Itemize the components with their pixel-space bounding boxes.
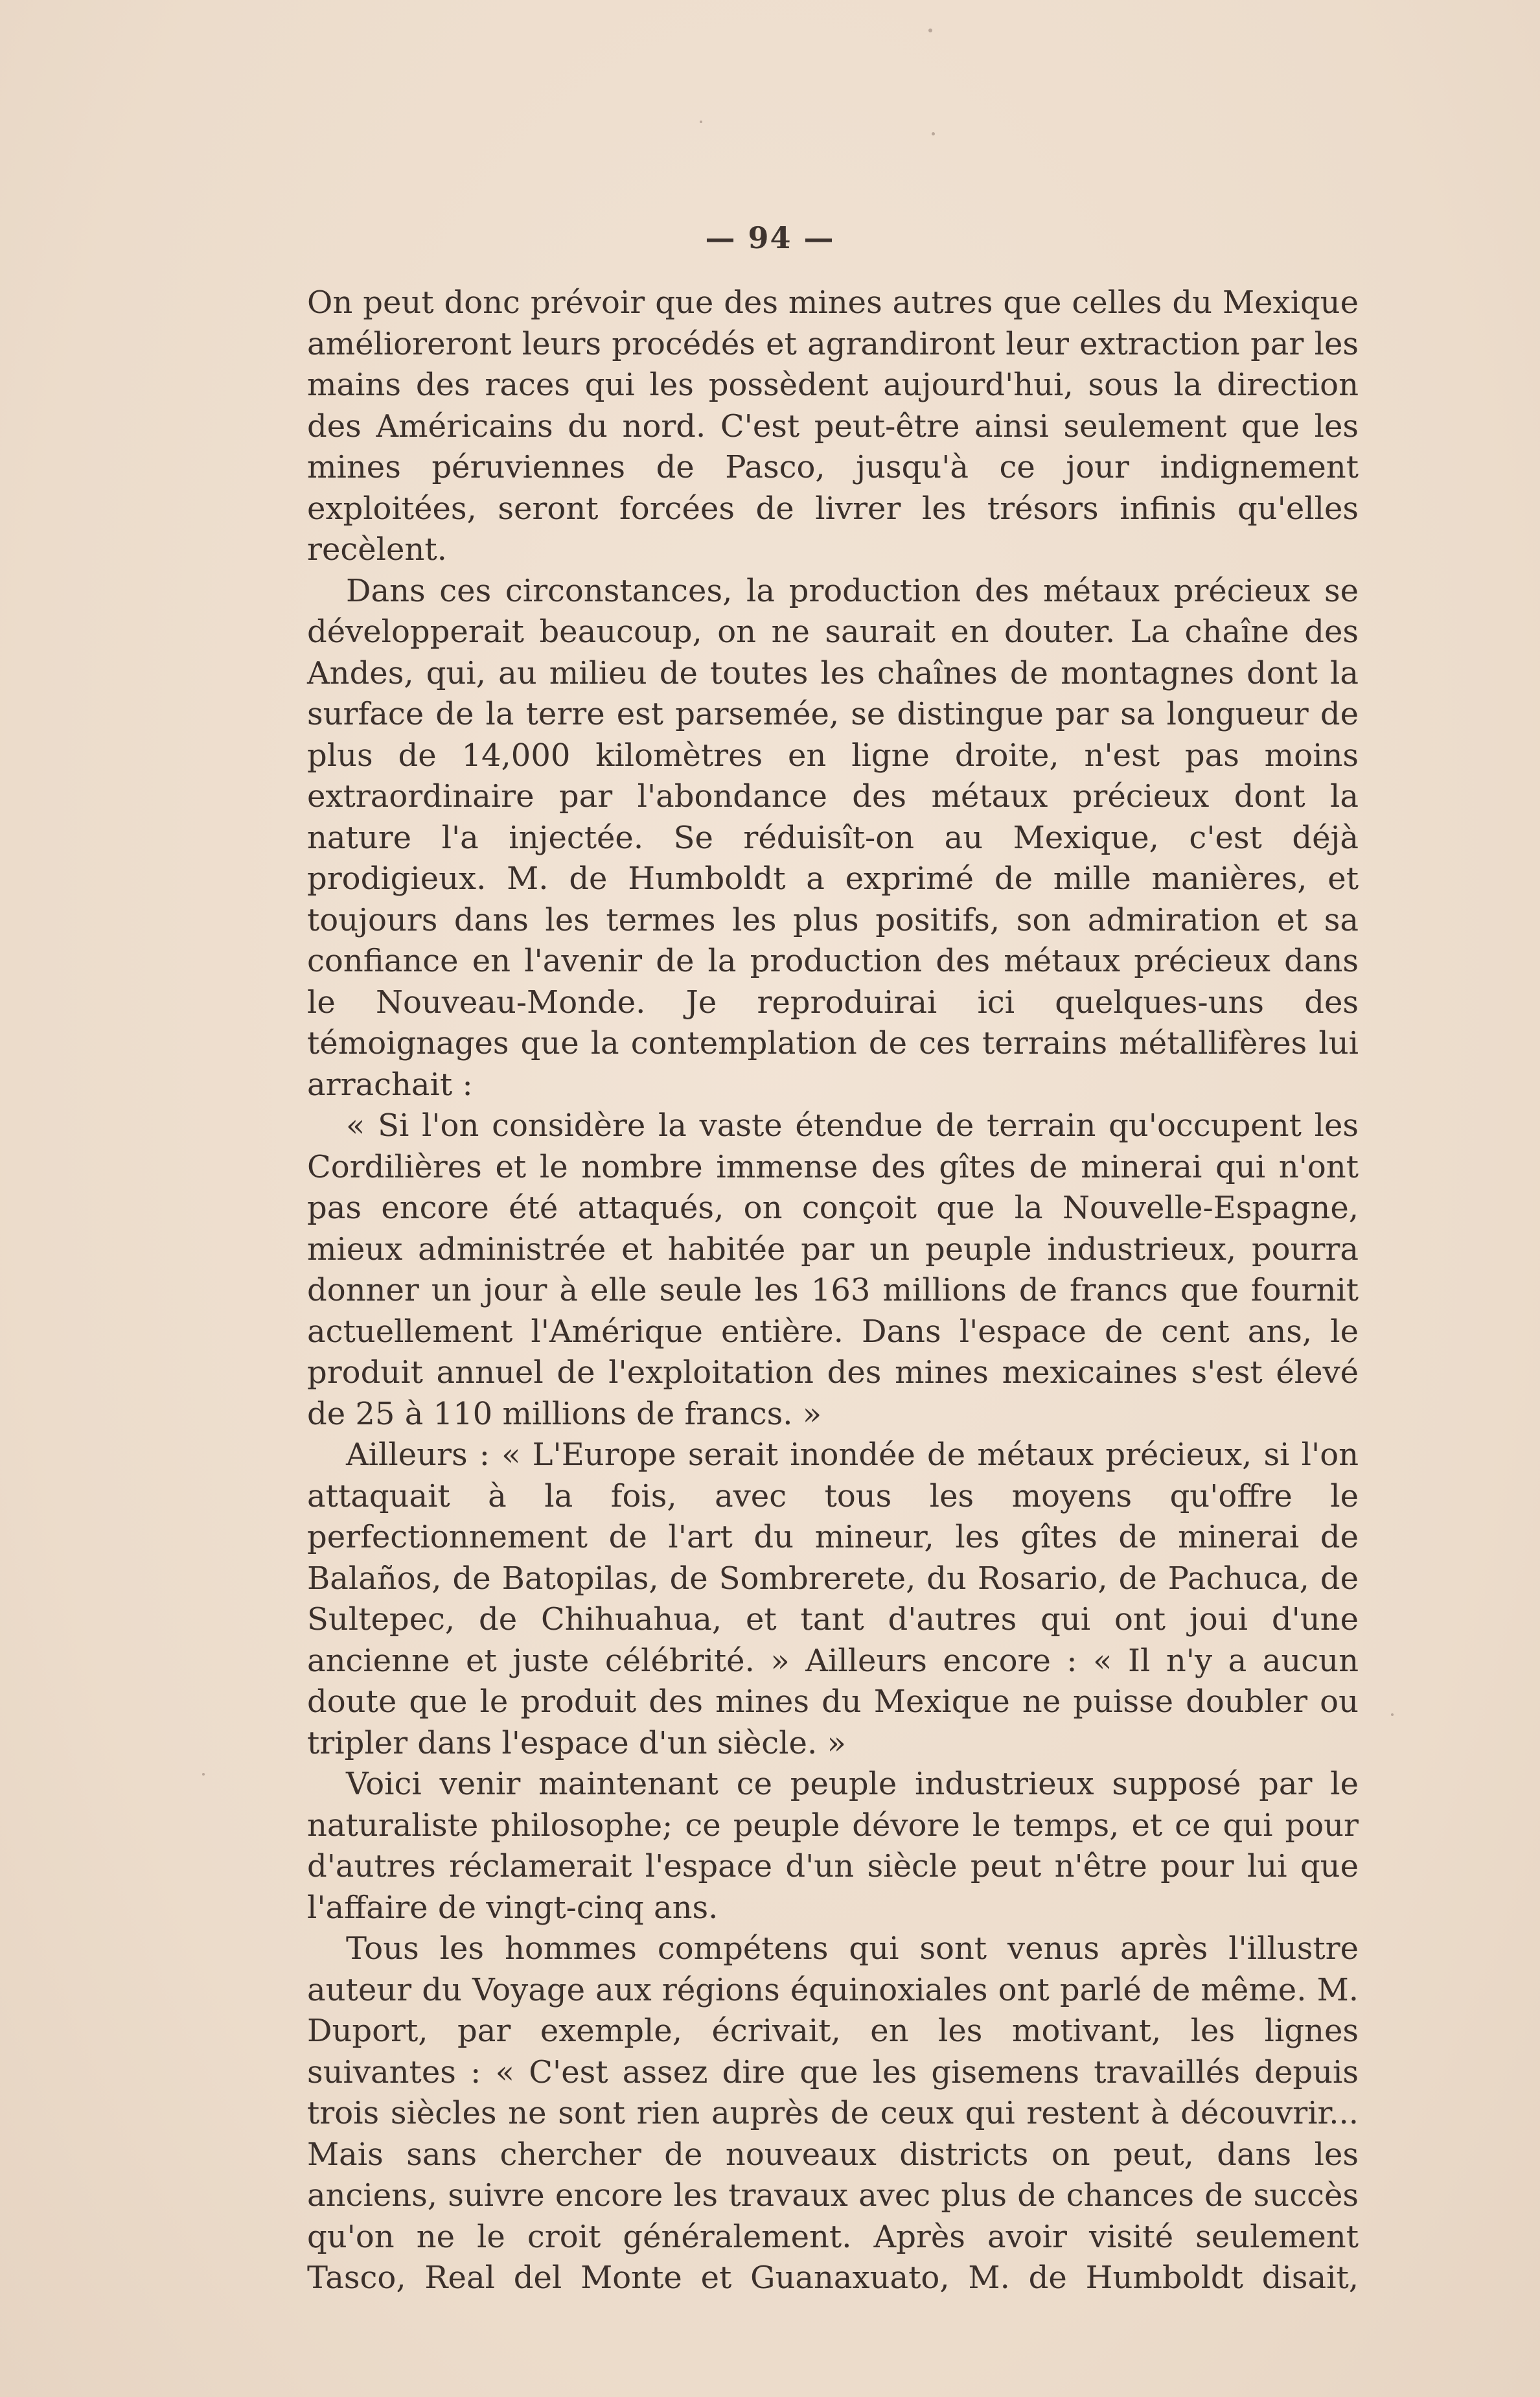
paragraph: Tous les hommes compétens qui sont venus après l'illustre auteur du Voyage aux régions équinoxiales ont parlé de même. M. Duport, par exemple, écrivait, en les motivant, les lignes suivantes : « C'est assez dire que les gisemens travaillés depuis trois siècles ne sont rien auprès de ceux qui restent à découvrir... Mais sans chercher de nouveaux districts on peut, dans les anciens, suivre encore les travaux avec plus de chances de succès qu'on ne le croit généralement. Après avoir visité seulement Tasco, Real del Monte et Guanaxuato, M. de Humboldt disait, bbox=[307, 1930, 1359, 2296]
paragraph: Ailleurs : « L'Europe serait inondée de métaux précieux, si l'on attaquait à la fois, avec tous les moyens qu'offre le perfectionnement de l'art du mineur, les gîtes de minerai de Balaños, de Batopilas, de Sombrerete, du Rosario, de Pachuca, de Sultepec, de Chihuahua, et tant d'autres qui ont joui d'une ancienne et juste célébrité. » Ailleurs encore : « Il n'y a aucun doute que le produit des mines du Mexique ne puisse doubler ou tripler dans l'espace d'un siècle. » bbox=[307, 1437, 1359, 1761]
body-text bbox=[307, 283, 1359, 2299]
paper-speck bbox=[932, 132, 935, 135]
paragraph: Dans ces circonstances, la production des métaux précieux se développerait beaucoup, on ne saurait en douter. La chaîne des Andes, qui, au milieu de toutes les chaînes de montagnes dont la surface de la terre est parsemée, se distingue par sa longueur de plus de 14,000 kilomètres en ligne droite, n'est pas moins extraordinaire par l'abondance des métaux précieux dont la nature l'a injectée. Se réduisît-on au Mexique, c'est déjà prodigieux. M. de Humboldt a exprimé de mille manières, et toujours dans les termes les plus positifs, son admiration et sa confiance en l'avenir de la production des métaux précieux dans le Nouveau-Monde. Je reproduirai ici quelques-uns des témoignages que la contemplation de ces terrains métallifères lui arrachait : bbox=[307, 572, 1359, 1103]
paper-speck bbox=[928, 29, 932, 32]
paragraph: On peut donc prévoir que des mines autres que celles du Mexique amélioreront leurs procédés et agrandiront leur extraction par les mains des races qui les possèdent aujourd'hui, sous la direction des Américains du nord. C'est peut-être ainsi seulement que les mines péruviennes de Pasco, jusqu'à ce jour indignement exploitées, seront forcées de livrer les trésors infinis qu'elles recèlent. bbox=[307, 284, 1359, 568]
paper-speck bbox=[1391, 1713, 1394, 1716]
paragraph: Voici venir maintenant ce peuple industrieux supposé par le naturaliste philosophe; ce peuple dévore le temps, et ce qui pour d'autres réclamerait l'espace d'un siècle peut n'être pour lui que l'affaire de vingt-cinq ans. bbox=[307, 1766, 1359, 1926]
paper-speck bbox=[700, 121, 702, 123]
quotation-paragraph: « Si l'on considère la vaste étendue de terrain qu'occupent les Cordilières et le nombre immense des gîtes de minerai qui n'ont pas encore été attaqués, on conçoit que la Nouvelle-Espagne, mieux administrée et habitée par un peuple industrieux, pourra donner un jour à elle seule les 163 millions de francs que fournit actuellement l'Amérique entière. Dans l'espace de cent ans, le produit annuel de l'exploitation des mines mexicaines s'est élevé de 25 à 110 millions de francs. » bbox=[307, 1107, 1359, 1432]
page-number: — 94 — bbox=[705, 220, 835, 255]
paper-speck bbox=[202, 1773, 205, 1776]
